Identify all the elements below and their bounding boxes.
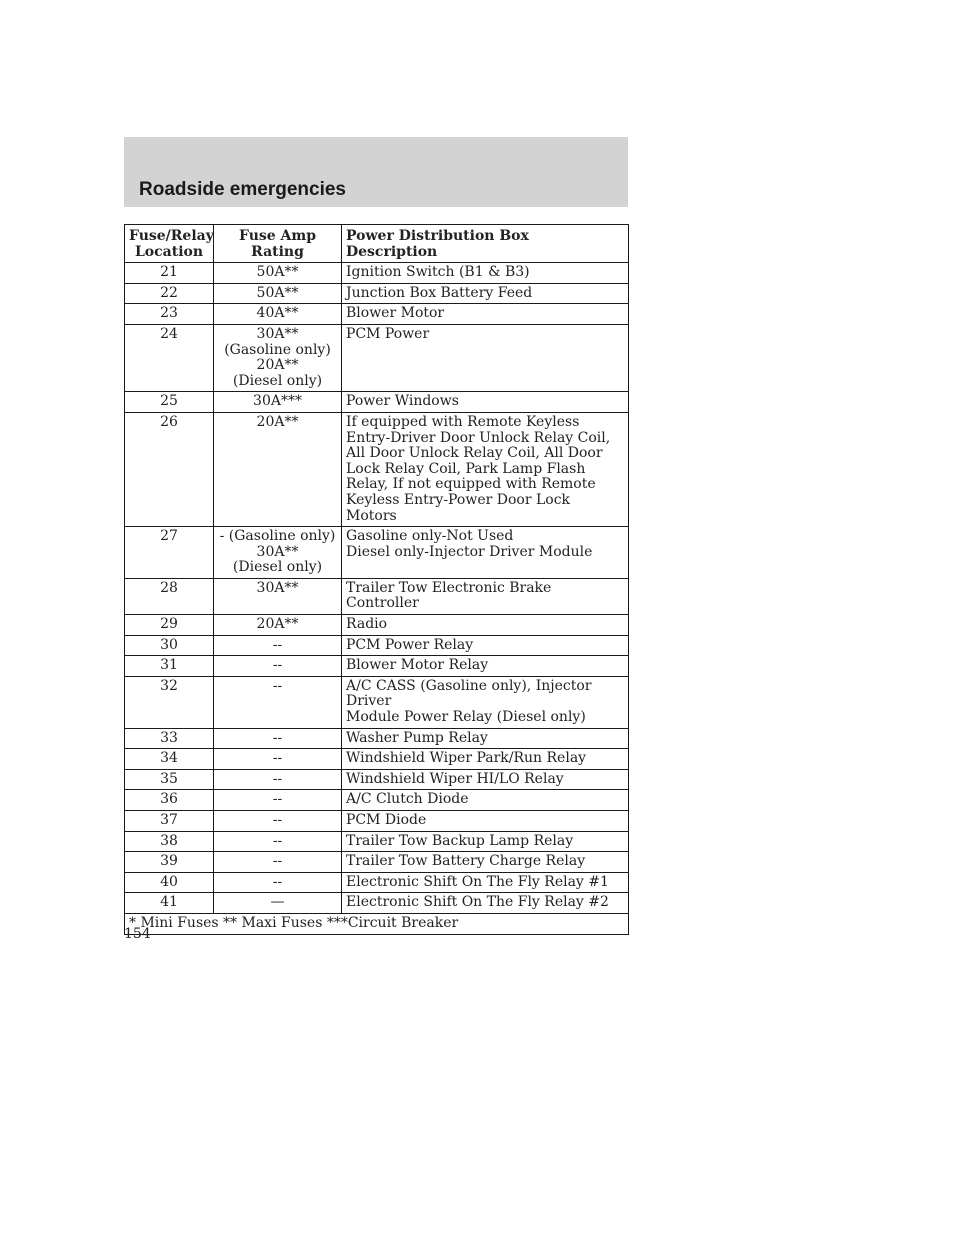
description-line: PCM Diode bbox=[346, 812, 427, 828]
amp-rating-line: 20A** bbox=[256, 616, 299, 633]
table-row bbox=[125, 304, 629, 325]
table-body bbox=[125, 263, 629, 914]
table-row bbox=[125, 676, 629, 728]
fuse-location-cell: 21 bbox=[125, 263, 214, 284]
column-header-amp-rating bbox=[214, 225, 342, 263]
description-line: Blower Motor bbox=[346, 305, 445, 322]
fuse-description-cell bbox=[342, 852, 629, 873]
fuse-description-cell bbox=[342, 412, 629, 526]
description-line: Windshield Wiper Park/Run Relay bbox=[346, 750, 587, 767]
fuse-location-cell: 37 bbox=[125, 811, 214, 832]
fuse-description-cell bbox=[342, 635, 629, 656]
fuse-description-cell bbox=[342, 615, 629, 636]
column-header-line: Rating bbox=[251, 243, 304, 260]
description-line: If equipped with Remote Keyless bbox=[346, 413, 580, 430]
fuse-amp-rating-cell bbox=[214, 615, 342, 636]
fuse-amp-rating-cell bbox=[214, 831, 342, 852]
fuse-location-cell: 22 bbox=[125, 283, 214, 304]
amp-rating-line: (Diesel only) bbox=[232, 372, 323, 389]
fuse-amp-rating-cell bbox=[214, 749, 342, 770]
amp-rating-line: 30A** bbox=[256, 543, 299, 560]
fuse-amp-rating-cell bbox=[214, 872, 342, 893]
amp-rating-line: 30A** bbox=[256, 579, 299, 596]
table-row bbox=[125, 635, 629, 656]
column-header-location bbox=[125, 225, 214, 263]
description-line: PCM Power Relay bbox=[346, 636, 474, 653]
fuse-description-cell bbox=[342, 283, 629, 304]
amp-rating-line: 30A*** bbox=[253, 393, 302, 410]
column-header-line: Location bbox=[134, 243, 204, 260]
fuse-amp-rating-cell bbox=[214, 324, 342, 391]
description-line: Diesel only-Injector Driver Module bbox=[346, 543, 593, 560]
fuse-description-cell bbox=[342, 392, 629, 413]
fuse-amp-rating-cell bbox=[214, 790, 342, 811]
amp-rating-line: -- bbox=[272, 873, 283, 890]
amp-rating-line: -- bbox=[272, 812, 283, 828]
description-line: Trailer Tow Backup Lamp Relay bbox=[346, 832, 574, 849]
fuse-amp-rating-cell bbox=[214, 769, 342, 790]
fuse-description-cell bbox=[342, 872, 629, 893]
description-line: Trailer Tow Electronic Brake Controller bbox=[346, 579, 552, 612]
section-title: Roadside emergencies bbox=[139, 179, 346, 200]
fuse-location-cell: 31 bbox=[125, 656, 214, 677]
description-line: Gasoline only-Not Used bbox=[346, 528, 514, 545]
description-line: A/C CASS (Gasoline only), Injector Driver bbox=[346, 677, 592, 710]
fuse-location-cell: 33 bbox=[125, 728, 214, 749]
column-header-description bbox=[342, 225, 629, 263]
table-row bbox=[125, 324, 629, 391]
table-row bbox=[125, 769, 629, 790]
description-line: Blower Motor Relay bbox=[346, 657, 489, 674]
amp-rating-line: 20A** bbox=[256, 413, 299, 430]
description-line: Ignition Switch (B1 & B3) bbox=[346, 264, 530, 281]
fuse-location-cell: 38 bbox=[125, 831, 214, 852]
fuse-description-cell bbox=[342, 656, 629, 677]
fuse-location-cell: 23 bbox=[125, 304, 214, 325]
fuse-location-cell: 27 bbox=[125, 527, 214, 579]
fuse-description-cell bbox=[342, 749, 629, 770]
table-row bbox=[125, 392, 629, 413]
fuse-amp-rating-cell bbox=[214, 527, 342, 579]
description-line: Windshield Wiper HI/LO Relay bbox=[346, 770, 564, 787]
table-row bbox=[125, 578, 629, 614]
table-row bbox=[125, 615, 629, 636]
fuse-location-cell: 32 bbox=[125, 676, 214, 728]
fuse-location-cell: 28 bbox=[125, 578, 214, 614]
table-row bbox=[125, 790, 629, 811]
fuse-location-cell: 30 bbox=[125, 635, 214, 656]
fuse-location-cell: 34 bbox=[125, 749, 214, 770]
fuse-amp-rating-cell bbox=[214, 635, 342, 656]
table-row bbox=[125, 412, 629, 526]
description-line: Radio bbox=[346, 616, 388, 633]
amp-rating-line: - (Gasoline only) bbox=[219, 528, 336, 545]
footnote-row bbox=[125, 913, 629, 934]
fuse-location-cell: 39 bbox=[125, 852, 214, 873]
table-row bbox=[125, 283, 629, 304]
amp-rating-line: -- bbox=[272, 853, 283, 870]
amp-rating-line: 50A** bbox=[256, 264, 299, 281]
description-line: Power Windows bbox=[346, 393, 459, 410]
description-line: Electronic Shift On The Fly Relay #2 bbox=[346, 894, 609, 911]
description-line: Entry-Driver Door Unlock Relay Coil, bbox=[346, 429, 611, 446]
description-line: Relay, If not equipped with Remote bbox=[346, 476, 596, 493]
fuse-location-cell: 35 bbox=[125, 769, 214, 790]
column-header-line: Power Distribution Box Description bbox=[346, 228, 529, 260]
amp-rating-line: -- bbox=[272, 636, 283, 653]
description-line: Keyless Entry-Power Door Lock Motors bbox=[346, 491, 571, 524]
column-header-line: Fuse Amp bbox=[239, 228, 316, 244]
description-line: Module Power Relay (Diesel only) bbox=[346, 709, 586, 726]
fuse-description-cell bbox=[342, 893, 629, 914]
fuse-description-cell bbox=[342, 324, 629, 391]
amp-rating-line: -- bbox=[272, 770, 283, 787]
section-header-band bbox=[124, 137, 628, 207]
fuse-amp-rating-cell bbox=[214, 283, 342, 304]
fuse-location-cell: 41 bbox=[125, 893, 214, 914]
table-row bbox=[125, 893, 629, 914]
amp-rating-line: 40A** bbox=[256, 305, 299, 322]
amp-rating-line: -- bbox=[272, 750, 283, 767]
description-line: Washer Pump Relay bbox=[346, 729, 488, 746]
description-line: Trailer Tow Battery Charge Relay bbox=[346, 853, 586, 870]
fuse-description-cell bbox=[342, 263, 629, 284]
fuse-description-cell bbox=[342, 304, 629, 325]
description-line: Junction Box Battery Feed bbox=[346, 284, 533, 301]
amp-rating-line: -- bbox=[272, 832, 283, 849]
fuse-amp-rating-cell bbox=[214, 392, 342, 413]
fuse-location-cell: 40 bbox=[125, 872, 214, 893]
amp-rating-line: — bbox=[270, 894, 285, 911]
fuse-description-cell bbox=[342, 790, 629, 811]
fuse-amp-rating-cell bbox=[214, 852, 342, 873]
fuse-description-cell bbox=[342, 578, 629, 614]
amp-rating-line: 30A** bbox=[256, 325, 299, 342]
fuse-description-cell bbox=[342, 728, 629, 749]
amp-rating-line: 50A** bbox=[256, 284, 299, 301]
description-line: All Door Unlock Relay Coil, All Door bbox=[346, 445, 603, 462]
amp-rating-line: 20A** bbox=[256, 357, 299, 374]
fuse-location-cell: 29 bbox=[125, 615, 214, 636]
table-row bbox=[125, 831, 629, 852]
fuse-description-cell bbox=[342, 769, 629, 790]
fuse-amp-rating-cell bbox=[214, 578, 342, 614]
amp-rating-line: -- bbox=[272, 729, 283, 746]
fuse-amp-rating-cell bbox=[214, 728, 342, 749]
fuse-location-cell: 24 bbox=[125, 324, 214, 391]
fuse-amp-rating-cell bbox=[214, 656, 342, 677]
description-line: Lock Relay Coil, Park Lamp Flash bbox=[346, 460, 586, 477]
fuse-amp-rating-cell bbox=[214, 304, 342, 325]
fuse-amp-rating-cell bbox=[214, 811, 342, 832]
table-row bbox=[125, 656, 629, 677]
fuse-amp-rating-cell bbox=[214, 676, 342, 728]
amp-rating-line: -- bbox=[272, 791, 283, 808]
fuse-location-cell: 26 bbox=[125, 412, 214, 526]
fuse-amp-rating-cell bbox=[214, 263, 342, 284]
description-line: PCM Power bbox=[346, 325, 430, 342]
amp-rating-line: (Diesel only) bbox=[232, 559, 323, 576]
table-row bbox=[125, 728, 629, 749]
table-row bbox=[125, 811, 629, 832]
fuse-description-cell bbox=[342, 676, 629, 728]
amp-rating-line: (Gasoline only) bbox=[224, 341, 331, 358]
table-footnote: * Mini Fuses ** Maxi Fuses ***Circuit Breaker bbox=[125, 913, 629, 934]
fuse-location-cell: 36 bbox=[125, 790, 214, 811]
fuse-amp-rating-cell bbox=[214, 412, 342, 526]
table-row bbox=[125, 527, 629, 579]
description-line: Electronic Shift On The Fly Relay #1 bbox=[346, 873, 609, 890]
table-row bbox=[125, 749, 629, 770]
table-row bbox=[125, 263, 629, 284]
amp-rating-line: -- bbox=[272, 657, 283, 674]
table-header-row bbox=[125, 225, 629, 263]
fuse-location-cell: 25 bbox=[125, 392, 214, 413]
page-number: 154 bbox=[124, 926, 151, 942]
fuse-description-cell bbox=[342, 811, 629, 832]
fuse-description-cell bbox=[342, 831, 629, 852]
table-row bbox=[125, 852, 629, 873]
column-header-line: Fuse/Relay bbox=[129, 228, 214, 244]
fuse-description-cell bbox=[342, 527, 629, 579]
amp-rating-line: -- bbox=[272, 677, 283, 694]
fuse-relay-table bbox=[124, 224, 629, 935]
fuse-amp-rating-cell bbox=[214, 893, 342, 914]
table-row bbox=[125, 872, 629, 893]
description-line: A/C Clutch Diode bbox=[346, 791, 469, 808]
